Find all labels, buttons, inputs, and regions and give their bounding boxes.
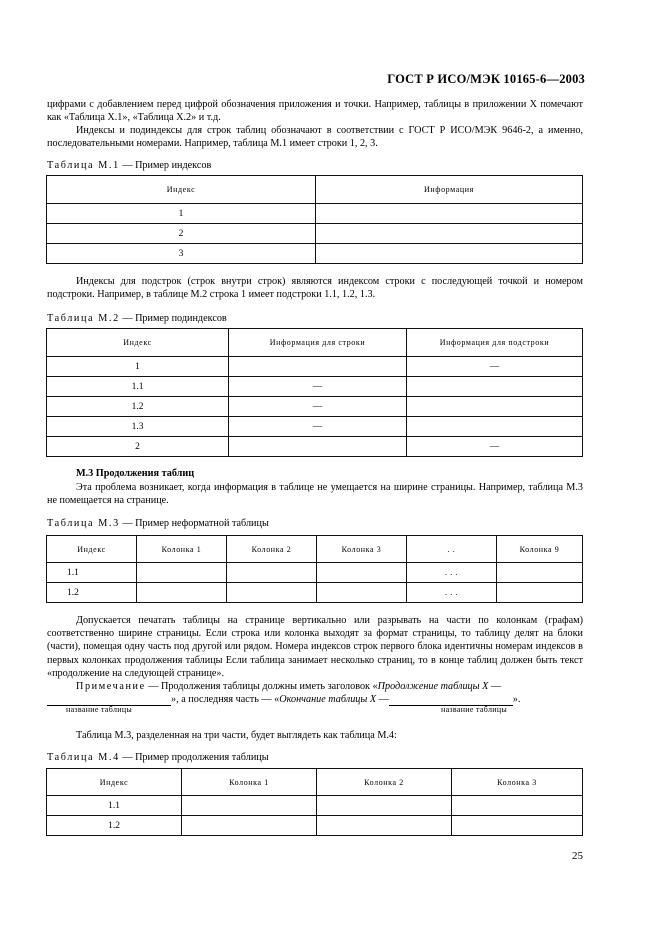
table-cell — [316, 224, 583, 244]
paragraph-1: цифрами с добавлением перед цифрой обозначения приложения и точки. Например, таблицы в приложении X помечают как «Таблица X.1», «Таблица X.2» и т.д. — [47, 99, 583, 124]
table-header-row — [47, 176, 583, 204]
table-m3-caption — [47, 518, 269, 529]
table-header-cell: . . — [407, 536, 497, 563]
table-cell — [182, 816, 317, 836]
table-header-cell: Колонка 2 — [227, 536, 317, 563]
note-line-1 — [47, 680, 583, 693]
table-cell: 1.1 — [47, 377, 229, 397]
table-header-cell: Индекс — [47, 769, 182, 796]
table-cell — [229, 437, 407, 457]
table-cell — [497, 563, 583, 583]
paragraph-3: Индексы для подстрок (строк внутри строк) являются индексом строки с последующей точкой и номером подстроки. Например, в таблице М.2 строка 1 имеет подстроки 1.1, 1.2, 1.3. — [47, 276, 583, 301]
paragraph-2: Индексы и подиндексы для строк таблиц обозначают в соответствии с ГОСТ Р ИСО/МЭК 9646-2, а именно, последовательными номерами. Например, таблица М.1 имеет строки 1, 2, 3. — [47, 125, 583, 150]
note-italic-1: Продолжение таблицы X — [377, 681, 489, 692]
table-m2-title: — Пример подиндексов — [119, 313, 227, 324]
document-header: ГОСТ Р ИСО/МЭК 10165-6—2003 — [387, 72, 585, 86]
table-m3-title: — Пример неформатной таблицы — [119, 518, 269, 529]
table-row — [47, 563, 583, 583]
table-cell: 1.1 — [47, 796, 182, 816]
note-text-4: — — [376, 694, 389, 705]
table-header-row — [47, 536, 583, 563]
table-cell: 1.1 — [47, 563, 137, 583]
table-cell — [227, 583, 317, 603]
table-cell — [317, 563, 407, 583]
table-cell — [229, 357, 407, 377]
table-row — [47, 224, 583, 244]
table-row — [47, 244, 583, 264]
table-cell: 1 — [47, 357, 229, 377]
table-cell — [182, 796, 317, 816]
table-row — [47, 377, 583, 397]
table-cell: 3 — [47, 244, 316, 264]
table-row — [47, 204, 583, 224]
table-row — [47, 357, 583, 377]
table-row — [47, 583, 583, 603]
table-cell: 1.3 — [47, 417, 229, 437]
table-cell: — — [407, 357, 583, 377]
table-cell — [317, 583, 407, 603]
table-cell: — — [229, 417, 407, 437]
table-cell — [407, 417, 583, 437]
table-row — [47, 397, 583, 417]
note-text-1: — Продолжения таблицы должны иметь заголовок « — [145, 681, 378, 692]
note-text-2: — — [488, 681, 502, 692]
table-cell: . . . — [407, 583, 497, 603]
table-cell — [137, 583, 227, 603]
table-m3 — [46, 535, 583, 603]
table-row — [47, 796, 583, 816]
table-header-cell: Информация для подстроки — [407, 329, 583, 357]
table-m2-caption — [47, 313, 227, 324]
table-cell: — — [229, 377, 407, 397]
paragraph-4: Эта проблема возникает, когда информация в таблице не умещается на ширине страницы. Например, таблица М.3 не помещается на странице. — [47, 482, 583, 507]
table-header-cell: Колонка 3 — [452, 769, 583, 796]
table-header-cell: Колонка 9 — [497, 536, 583, 563]
table-m4-title: — Пример продолжения таблицы — [119, 752, 269, 763]
table-cell: . . . — [407, 563, 497, 583]
table-header-cell: Информация — [316, 176, 583, 204]
table-cell — [452, 816, 583, 836]
note-sublabel-1: название таблицы — [66, 705, 133, 714]
section-heading: М.3 Продолжения таблиц — [76, 468, 195, 479]
table-cell: — — [229, 397, 407, 417]
table-header-row — [47, 329, 583, 357]
table-cell — [137, 563, 227, 583]
paragraph-5: Допускается печатать таблицы на странице вертикально или разрывать на части по колонкам (графам) соответственно ширине страницы. Если строка или колонка выходят за формат страницы, то таблицу делят на блоки (части), помещая одну часть под другой или рядом. Номера индексов строк первого блока идентичны номерам индексов в первых колонках продолжения таблицы Если таблица занимает несколько страниц, то в конце таблиц должен быть текст «продолжение на следующей странице». — [47, 615, 583, 679]
table-cell: — — [407, 437, 583, 457]
table-m2 — [46, 328, 583, 457]
table-cell: 2 — [47, 224, 316, 244]
page-number: 25 — [572, 850, 583, 862]
table-header-cell: Колонка 1 — [137, 536, 227, 563]
table-cell: 1.2 — [47, 397, 229, 417]
table-header-cell: Индекс — [47, 329, 229, 357]
table-row — [47, 437, 583, 457]
table-header-cell: Индекс — [47, 536, 137, 563]
note-text-3: », а последняя часть — « — [171, 694, 280, 705]
table-cell — [452, 796, 583, 816]
table-m4 — [46, 768, 583, 836]
table-m4-label: Таблица М.4 — [47, 752, 120, 763]
note-italic-2: Окончание таблицы X — [279, 694, 377, 705]
table-cell: 1.2 — [47, 583, 137, 603]
table-row — [47, 816, 583, 836]
table-cell — [317, 796, 452, 816]
table-cell — [497, 583, 583, 603]
table-cell — [317, 816, 452, 836]
note-text-5: ». — [512, 694, 521, 705]
table-header-cell: Колонка 1 — [182, 769, 317, 796]
table-cell — [316, 204, 583, 224]
table-header-cell: Индекс — [47, 176, 316, 204]
table-m1-label: Таблица М.1 — [47, 160, 120, 171]
table-cell: 2 — [47, 437, 229, 457]
paragraph-6: Таблица М.3, разделенная на три части, будет выглядеть как таблица М.4: — [76, 730, 397, 741]
table-cell — [227, 563, 317, 583]
table-header-cell: Информация для строки — [229, 329, 407, 357]
table-cell — [316, 244, 583, 264]
table-m3-label: Таблица М.3 — [47, 518, 120, 529]
table-m1-caption — [47, 160, 211, 171]
table-cell — [407, 397, 583, 417]
table-m2-label: Таблица М.2 — [47, 313, 120, 324]
note-sublabel-2: название таблицы — [441, 705, 508, 714]
table-header-row — [47, 769, 583, 796]
table-header-cell: Колонка 3 — [317, 536, 407, 563]
table-m1 — [46, 175, 583, 264]
table-m4-caption — [47, 752, 269, 763]
table-cell — [407, 377, 583, 397]
table-cell: 1.2 — [47, 816, 182, 836]
table-m1-title: — Пример индексов — [119, 160, 212, 171]
note-label: Примечание — [76, 681, 146, 692]
table-header-cell: Колонка 2 — [317, 769, 452, 796]
table-row — [47, 417, 583, 437]
table-cell: 1 — [47, 204, 316, 224]
